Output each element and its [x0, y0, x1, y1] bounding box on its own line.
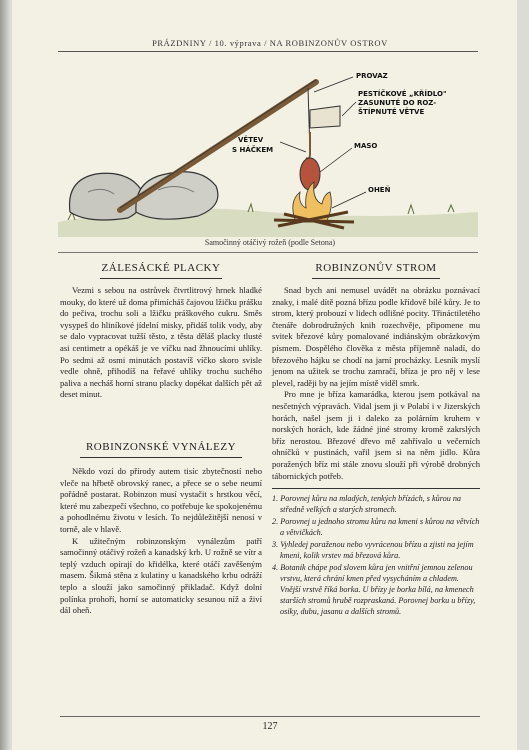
paragraph-strom-2: Pro mne je bříza kamarádka, kterou jsem potkával na nesčetných výpravách. Vidal jsem ji v Polabí i v Jizerských horách, našel jsem ji i daleko za polárním kruhem v norských horách, kde žádné jiné stromy kromě zakrslých bříz nerostou. Březové dřevo mě zahřívalo u večerních ohníčků v pustinách, vařil jsem si na něm jídlo. Kůra poražených bříz mi stále znovu slouží při výrobě drobných tábornických potřeb. [272, 389, 480, 481]
label-wing-2: ZASUNUTÉ DO ROZ- [358, 99, 437, 107]
label-wing-1: PESTÍČKOVÉ „KŘÍDLO" [358, 90, 447, 98]
rock-right [136, 172, 218, 219]
hooked-branch [306, 132, 310, 159]
note-item: 2. Porovnej u jednoho stromu kůru na kmeni s kůrou na větvích a větvičkách. [272, 517, 480, 538]
label-meat: MASO [354, 142, 378, 150]
footer-rule [60, 716, 480, 717]
paragraph-strom-1: Snad bych ani nemusel uvádět na obrázku poznávací znaky, i malé dítě pozná břízu podle křídově bílé kůry. Je to strom, který probouzí v lidech odlišné pocity. Třináctiletého čtenáře dobrodružných knih rozechvěje, připomene mu svitek březové kůry pomalované indiánským obrázkovým písmem. Dospělého člověka z města příjemně naladí, do březového hájku se chodí na jarní procházky. Lesník myslí jenom na užitek se trochu zamračí, bříza je pro něj v lese plevel, raději by na jejím místě viděl smrk. [272, 285, 480, 388]
left-column [60, 262, 262, 401]
notes-list [272, 493, 480, 617]
heading-rule [80, 457, 242, 458]
heading-vynalezy: ROBINZONSKÉ VYNÁLEZY [85, 441, 237, 453]
heading-rule [312, 278, 440, 279]
note-item: 3. Vyhledej poraženou nebo vyvrácenou břízu a zjisti na jejím kmeni, kolik vrstev má březová kůra. [272, 540, 474, 561]
book-spine-shadow [0, 0, 10, 750]
rock-left [70, 173, 143, 220]
note-item: 4. Botanik chápe pod slovem kůra jen vnitřní jemnou zelenou vrstvu, která chrání kmen před vysycháním a chladem. Vnější vrstvě říká borka. U břízy je borka bílá, na kmenech starších stromů hrubě rozpraskaná. Porovnej borku u břízy, osiky, dubu, jasanu a dalších stromů. [272, 563, 476, 617]
header-rule [58, 51, 478, 52]
label-branch-1: VĚTEV [238, 136, 264, 144]
label-wing-3: ŠTÍPNUTÉ VĚTVE [358, 108, 425, 116]
paragraph-vynalezy-2: K užitečným robinzonským vynálezům patří samočinný otáčivý rožeň a kanadský krb. U rožně se vítr a teplý vzduch opírají do křidélka, které otáčí zavěšeným masem. Šikmá stěna z kulatiny u kanadského krbu odráží teplo a slouží jako samočinný přikladač. Když dolní polínka prohoří, horní se automaticky sesunou níž a živí dál oheň. [60, 535, 262, 616]
paragraph-placky: Vezmi s sebou na ostrůvek čtvrtlitrový hrnek hladké mouky, do které už doma přimícháš čajovou lžičku prášku do pečiva, trochu soli a lžičku práškového cukru. Směs vysypeš do hliníkové jídelní misky, přidáš tolik vody, aby se dalo vypracovat tužší těsto, z těsta děláš placky tlusté asi centimetr a opékáš je ve víčku nad žhnoucími uhlíky. Po sedmi až osmi minutách postavíš víčko skoro svisle vedle ohně, přihodíš na řeřavé uhlíky trochu suchého paliva a necháš horní stranu placky dopékat dalších pět až deset minut. [60, 285, 262, 400]
heading-placky: ZÁLESÁCKÉ PLACKY [101, 262, 221, 274]
notes-rule [272, 488, 480, 489]
heading-strom: ROBINZONŮV STROM [315, 262, 437, 274]
left-column-section2 [60, 441, 262, 617]
page-number: 127 [262, 721, 278, 732]
meat [300, 158, 320, 190]
note-item: 1. Porovnej kůru na mladých, tenkých břízách, s kůrou na středně velkých a starých stromech. [272, 494, 462, 515]
wing [310, 106, 340, 128]
paragraph-vynalezy-1: Někdo vozí do přírody autem tisíc zbytečností nebo vleče na hřbetě obrovský ranec, a přece se o sebe neumí pořádně postarat. Robinzon musí vystačit s hrstkou věcí, které mu zabezpečí všechno, co potřebuje ke spokojenému a pohodlnému životu v lesích. To nejdůležitější nenosí v torně, ale v hlavě. [60, 466, 262, 534]
illustration-caption: Samočinný otáčivý rožeň (podle Setona) [204, 238, 336, 247]
heading-rule [100, 278, 222, 279]
spit-illustration [48, 62, 488, 237]
right-column [272, 262, 480, 618]
running-head: PRÁZDNINY / 10. výprava / NA ROBINZONŮV OSTROV [152, 38, 388, 48]
caption-rule [58, 252, 478, 253]
label-branch-2: S HÁČKEM [232, 146, 274, 154]
label-fire: OHEŇ [368, 186, 391, 194]
label-provaz: PROVAZ [356, 72, 388, 80]
